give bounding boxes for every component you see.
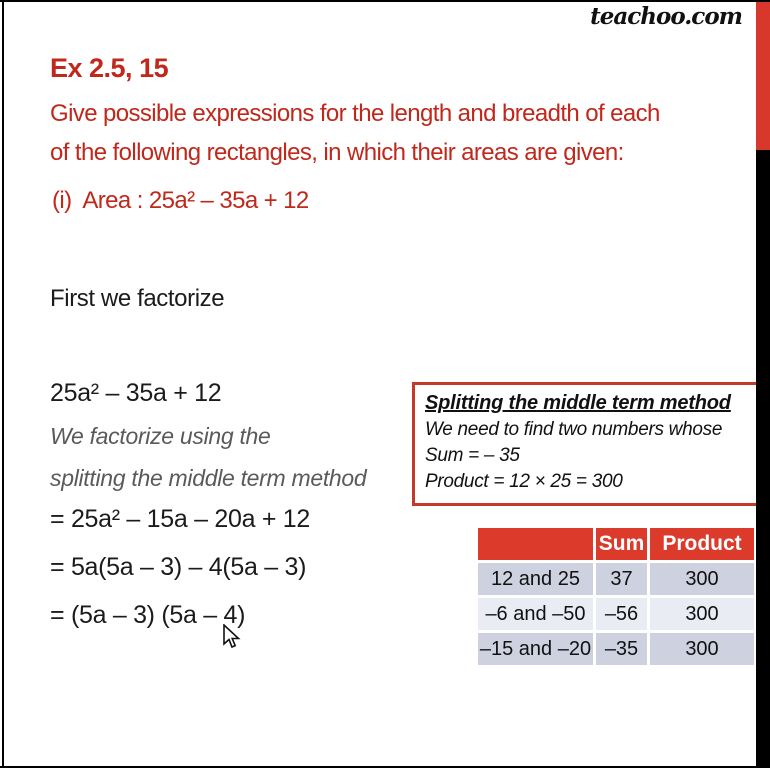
question-part-i-area: (i) Area : 25a² – 35a + 12 — [52, 187, 309, 214]
question-line-1: Give possible expressions for the length and breadth of each — [50, 100, 660, 127]
method-note-line-2: splitting the middle term method — [50, 465, 367, 491]
note-box-line-2: Sum = – 35 — [425, 445, 520, 466]
table-cell-sum-2: –56 — [596, 598, 647, 630]
factorization-step-3: = (5a – 3) (5a – 4) — [50, 601, 246, 629]
solution-intro: First we factorize — [50, 285, 225, 312]
note-box-line-3: Product = 12 × 25 = 300 — [425, 471, 623, 492]
left-border-line — [2, 0, 4, 768]
table-header-empty — [478, 528, 593, 560]
table-cell-sum-3: –35 — [596, 633, 647, 665]
question-line-2: of the following rectangles, in which their areas are given: — [50, 139, 624, 166]
right-black-accent-bar — [756, 150, 770, 768]
table-cell-product-3: 300 — [650, 633, 754, 665]
method-note-line-1: We factorize using the — [50, 423, 271, 449]
table-header-product: Product — [650, 528, 754, 560]
solution-expression: 25a² – 35a + 12 — [50, 379, 222, 407]
table-cell-product-1: 300 — [650, 563, 754, 595]
exercise-title: Ex 2.5, 15 — [50, 53, 169, 83]
method-note-box — [412, 382, 760, 506]
table-cell-product-2: 300 — [650, 598, 754, 630]
note-box-title: Splitting the middle term method — [425, 392, 731, 414]
table-header-sum: Sum — [596, 528, 647, 560]
table-cell-pair-1: 12 and 25 — [478, 563, 593, 595]
table-cell-pair-2: –6 and –50 — [478, 598, 593, 630]
note-box-line-1: We need to find two numbers whose — [425, 419, 723, 440]
table-cell-sum-1: 37 — [596, 563, 647, 595]
factorization-step-1: = 25a² – 15a – 20a + 12 — [50, 505, 310, 533]
sum-product-table — [478, 528, 754, 665]
top-border-line — [0, 0, 770, 2]
brand-logo: teachoo.com — [590, 3, 742, 30]
mouse-cursor-icon — [221, 624, 241, 652]
factorization-step-2: = 5a(5a – 3) – 4(5a – 3) — [50, 553, 307, 581]
right-red-accent-bar — [756, 0, 770, 150]
table-cell-pair-3: –15 and –20 — [478, 633, 593, 665]
